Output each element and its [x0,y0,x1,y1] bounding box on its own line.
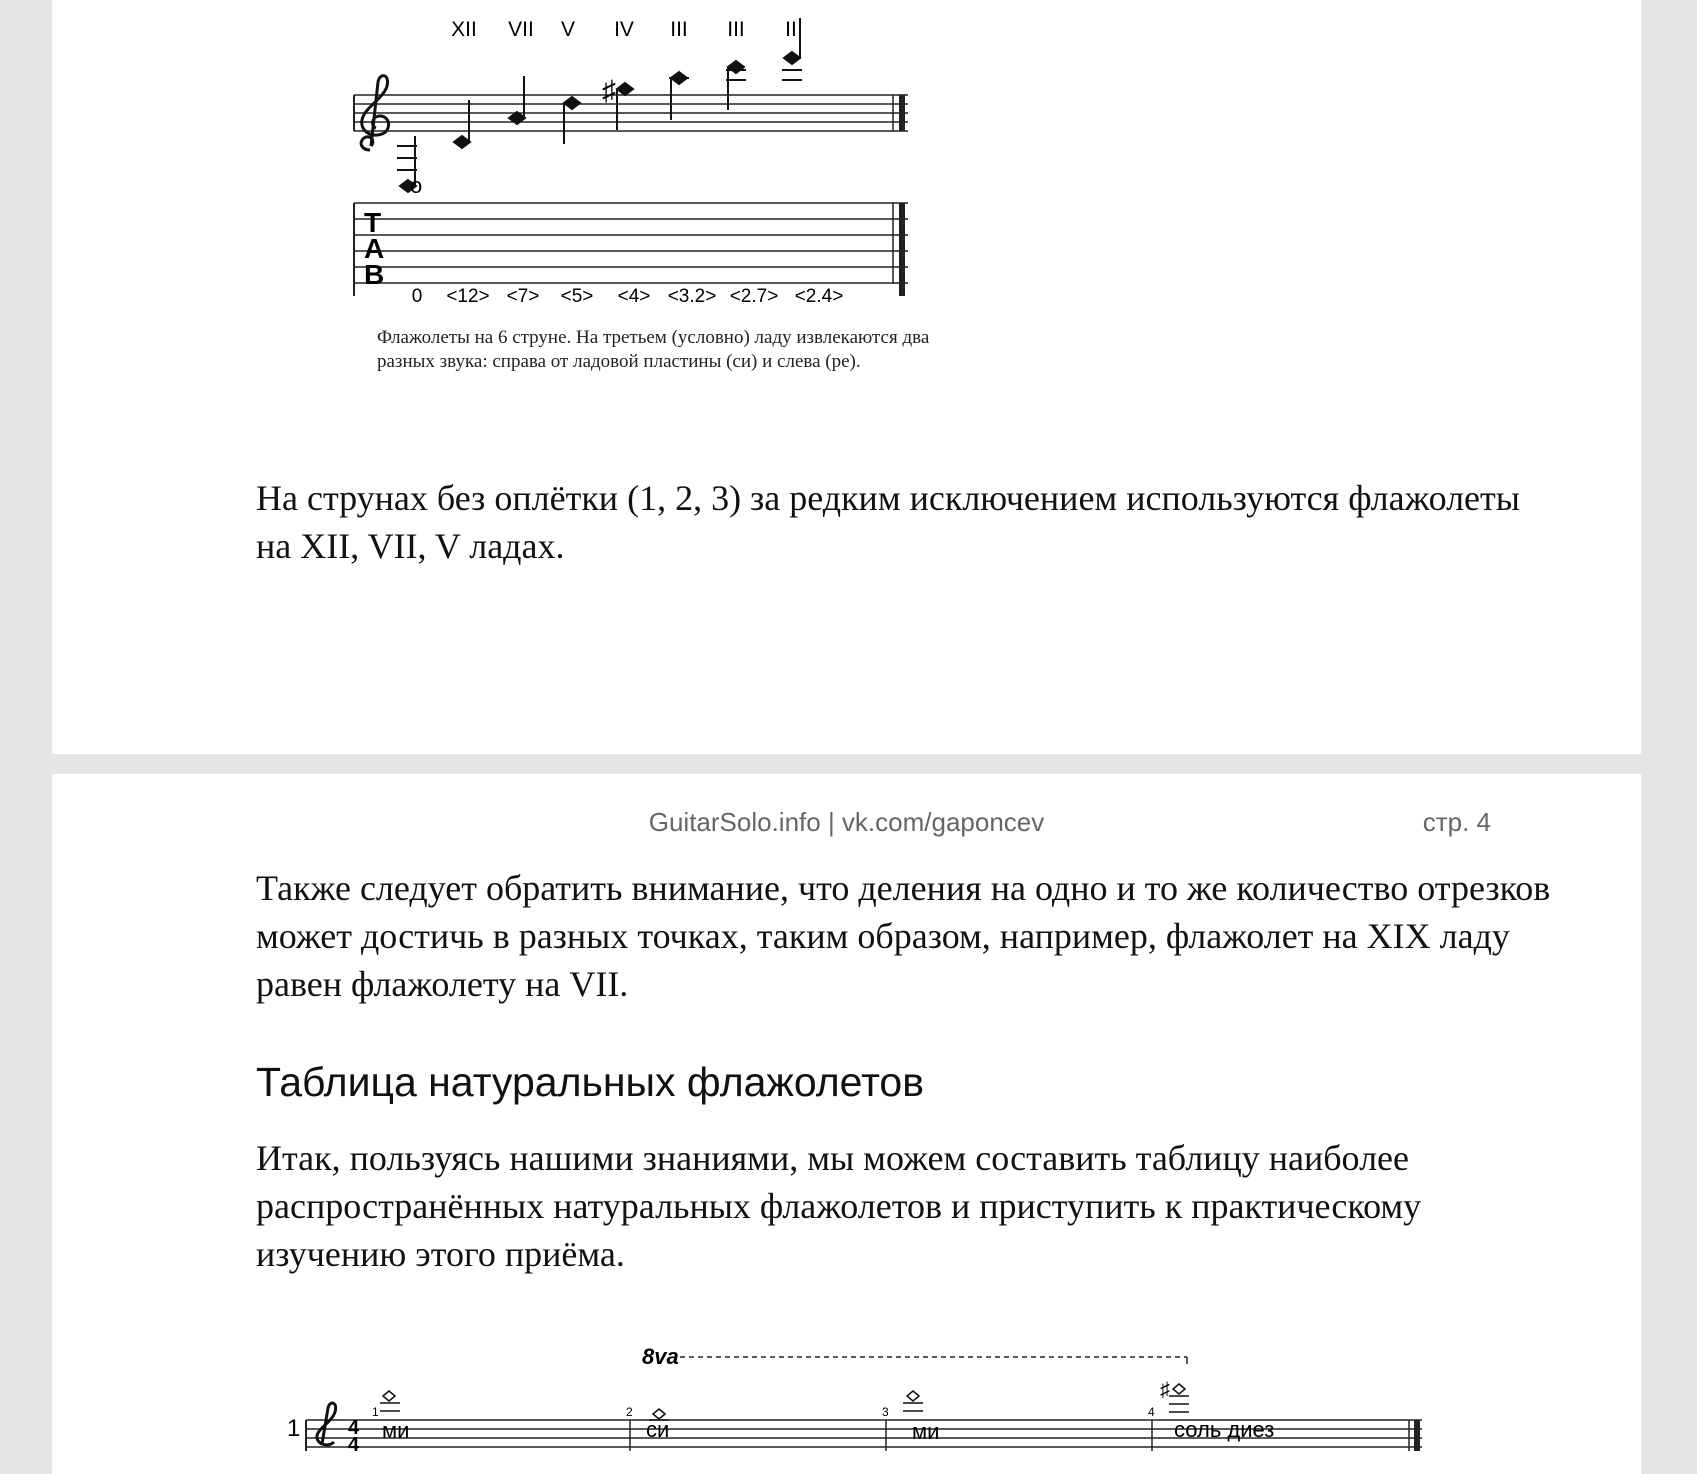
ottava-marking: 8va [642,1344,679,1369]
paragraph: Итак, пользуясь нашими знаниями, мы можем составить таблицу наиболее распространённых натуральных флажолетов и приступить к практическому изучению этого приёма. [256,1138,1422,1274]
page-number: стр. 4 [1422,807,1491,837]
note-name: ми [382,1418,410,1443]
measure-number: 2 [626,1405,633,1419]
section-heading: Таблица натуральных флажолетов [256,1059,925,1105]
music-staff [354,95,908,131]
measure-number: 3 [882,1405,889,1419]
paragraph: На струнах без оплётки (1, 2, 3) за редким исключением используются флажолеты на XII, VII, V ладах. [256,478,1520,566]
paragraph: Также следует обратить внимание, что деления на одно и то же количество отрезков может достичь в разных точках, таким образом, например, флажолет на XIX ладу равен флажолету на VII. [256,868,1551,1004]
fret-label: III [670,18,688,41]
tab-number: 0 [411,286,423,307]
note-name: ми [912,1419,940,1444]
tab-number: <3.2> [667,286,717,307]
note-head [383,1391,395,1401]
measure-number: 4 [1148,1405,1155,1419]
page-header-site: GuitarSolo.info | vk.com/gaponcev [648,807,1045,837]
system-number: 1 [287,1415,301,1442]
fret-label: II [785,18,797,41]
tab-number: <12> [446,286,490,307]
note-name: си [646,1417,670,1442]
page-1 [52,0,1641,754]
tab-letter: B [364,259,385,290]
fret-label: IV [614,18,634,41]
note-head [907,1391,919,1401]
fret-label: III [727,18,745,41]
harmonics-table-score [232,1324,1432,1451]
sharp-sign-icon: ♯ [602,75,616,106]
harmonic-notes [380,1384,1189,1420]
tab-number: <2.4> [794,286,844,307]
tab-number: <5> [560,286,594,307]
tab-letter: A [364,233,385,264]
caption-line: разных звука: справа от ладовой пластины (си) и слева (ре). [377,351,861,372]
caption-line: Флажолеты на 6 струне. На третьем (условно) ладу извлекаются два [377,327,930,348]
note-head [728,61,744,73]
fret-label: XII [451,18,477,41]
figure-caption [377,326,1137,374]
note-head [564,97,580,109]
note-head [1173,1384,1185,1394]
tab-staff [354,203,908,296]
time-signature: 4 [348,1434,360,1451]
note-head [784,52,800,64]
note-head [454,136,470,148]
sharp-sign-icon: ♯ [1160,1379,1170,1401]
tab-number: <4> [617,286,651,307]
fret-label: VII [508,18,534,41]
time-signature: 4 [348,1417,360,1439]
page-2 [52,774,1641,1474]
tab-letter: T [364,207,382,238]
harmonics-notation-figure [292,0,1012,310]
measure-number: 1 [372,1405,379,1419]
note-name: соль диез [1174,1417,1275,1442]
notes [397,18,802,192]
fret-label: V [560,18,576,41]
open-string-marker: o [410,173,423,198]
note-head [617,83,633,95]
tab-number: <7> [506,286,540,307]
tab-number: <2.7> [729,286,779,307]
